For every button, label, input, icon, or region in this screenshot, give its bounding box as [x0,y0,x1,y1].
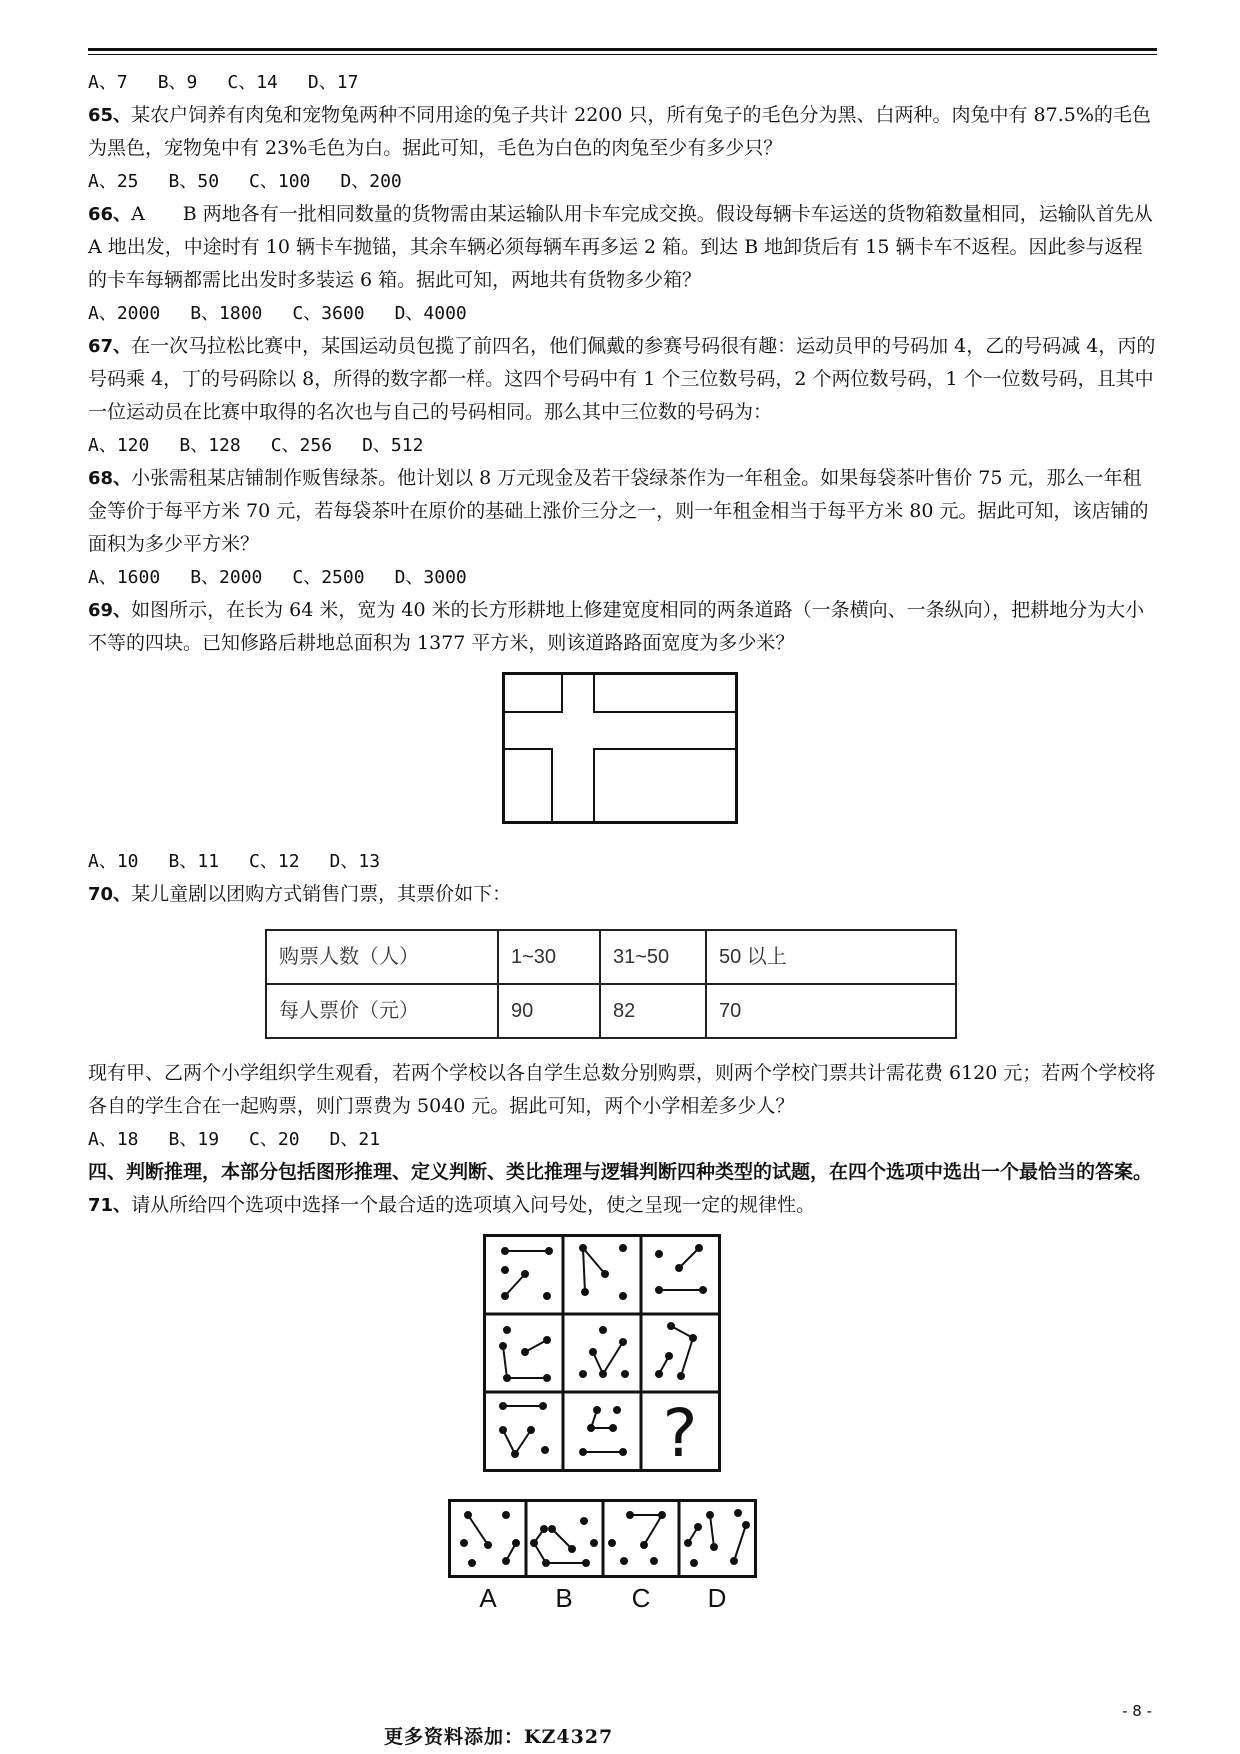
option-label-c: C [631,1583,651,1613]
table-row [266,930,956,984]
question-65 [88,99,1158,198]
q65-options [88,165,1158,198]
question-number: 70、 [88,884,132,905]
question-text: 某农户饲养有肉兔和宠物兔两种不同用途的兔子共计 2200 只，所有兔子的毛色分为黑、白两种。肉兔中有 87.5%的毛色为黑色，宠物兔中有 23%毛色为白。据此可知，毛色为白色的肉兔至少有多少只？ [88,104,1151,159]
option: A、25 [88,171,139,192]
ticket-price-table [265,929,957,1039]
question-70 [88,878,1158,1156]
option: A、120 [88,435,150,456]
option: D、512 [362,435,424,456]
option: D、17 [307,72,359,93]
question-text: A B 两地各有一批相同数量的货物需由某运输队用卡车完成交换。假设每辆卡车运送的货物箱数量相同，运输队首先从 A 地出发，中途时有 10 辆卡车抛锚，其余车辆必须每辆车再多运 2 箱。到达 B 地卸货后有 15 辆卡车不返程。因此参与返程的卡车每辆都需比出发时多装运 6 箱。据此可知，两地共有货物多少箱？ [88,203,1153,291]
question-69 [88,594,1158,878]
option-label-b: B [555,1583,573,1613]
option: C、14 [227,72,278,93]
option-label-a: A [479,1583,497,1613]
table-cell: 50 以上 [706,930,956,984]
answer-options-figure [448,1499,760,1615]
question-mark: ? [662,1395,698,1472]
option: B、19 [168,1129,220,1150]
option: C、12 [249,851,300,872]
option: C、256 [270,435,333,456]
question-71 [88,1189,1158,1626]
q70-options [88,1123,1158,1156]
question-number: 71、 [88,1195,132,1216]
option: A、7 [88,72,128,93]
question-67 [88,330,1158,462]
option: C、100 [249,171,311,192]
option: D、3000 [394,567,467,588]
option: A、2000 [88,303,161,324]
section-heading: 四、判断推理，本部分包括图形推理、定义判断、类比推理与逻辑判断四种类型的试题，在四个选项中选出一个最恰当的答案。 [88,1161,1153,1183]
question-number: 65、 [88,105,132,126]
question-text: 请从所给四个选项中选择一个最合适的选项填入问号处，使之呈现一定的规律性。 [131,1194,816,1216]
option: B、2000 [190,567,263,588]
table-cell: 90 [498,984,600,1038]
header-rule-thick [88,48,1157,51]
option: B、9 [157,72,198,93]
q66-options [88,297,1158,330]
q64-options [88,66,1158,99]
option: D、21 [329,1129,381,1150]
footer-note: 更多资料添加：KZ4327 [384,1726,614,1748]
question-number: 69、 [88,600,132,621]
header-rule-thin [88,54,1157,55]
table-row [266,984,956,1038]
q69-options [88,845,1158,878]
table-cell: 购票人数（人） [266,930,498,984]
option: A、18 [88,1129,139,1150]
option: D、13 [329,851,381,872]
table-cell: 每人票价（元） [266,984,498,1038]
pattern-grid [483,1234,721,1472]
question-text: 某儿童剧以团购方式销售门票，其票价如下： [131,883,512,905]
question-number: 66、 [88,204,132,225]
page-number: - 8 - [1122,1702,1152,1720]
option: B、1800 [190,303,263,324]
option: B、50 [168,171,220,192]
option: A、10 [88,851,139,872]
option: C、2500 [292,567,365,588]
question-66 [88,198,1158,330]
question-text: 小张需租某店铺制作贩售绿茶。他计划以 8 万元现金及若干袋绿茶作为一年租金。如果每袋茶叶售价 75 元，那么一年租金等价于每平方米 70 元，若每袋茶叶在原价的基础上涨价三分之一，则一年租金相当于每平方米 80 元。据此可知，该店铺的面积为多少平方米？ [88,467,1149,555]
question-68 [88,462,1158,594]
option: A、1600 [88,567,161,588]
option: C、20 [249,1129,300,1150]
q68-options [88,561,1158,594]
question-number: 67、 [88,336,132,357]
table-cell: 31~50 [600,930,706,984]
option: D、4000 [394,303,467,324]
question-text: 如图所示，在长为 64 米，宽为 40 米的长方形耕地上修建宽度相同的两条道路（一条横向、一条纵向），把耕地分为大小不等的四块。已知修路后耕地总面积为 1377 平方米，则该道路路面宽度为多少米？ [88,599,1145,654]
table-cell: 1~30 [498,930,600,984]
option: C、3600 [292,303,365,324]
question-text: 在一次马拉松比赛中，某国运动员包揽了前四名，他们佩戴的参赛号码很有趣：运动员甲的号码加 4，乙的号码减 4，丙的号码乘 4，丁的号码除以 8，所得的数字都一样。这四个号码中有 1 个三位数号码，2 个两位数号码，1 个一位数号码，且其中一位运动员在比赛中取得的名次也与自己的号码相同。那么其中三位数的号码为： [88,335,1156,423]
table-cell: 70 [706,984,956,1038]
table-cell: 82 [600,984,706,1038]
option-label-d: D [707,1583,727,1613]
option: B、128 [179,435,241,456]
question-number: 68、 [88,468,132,489]
question-text-continued: 现有甲、乙两个小学组织学生观看，若两个学校以各自学生总数分别购票，则两个学校门票共计需花费 6120 元；若两个学校将各自的学生合在一起购票，则门票费为 5040 元。据此可知，两个小学相差多少人？ [88,1062,1156,1117]
q67-options [88,429,1158,462]
option: B、11 [168,851,220,872]
page-content [88,66,1158,1626]
option: D、200 [340,171,402,192]
field-road-diagram [502,672,738,824]
